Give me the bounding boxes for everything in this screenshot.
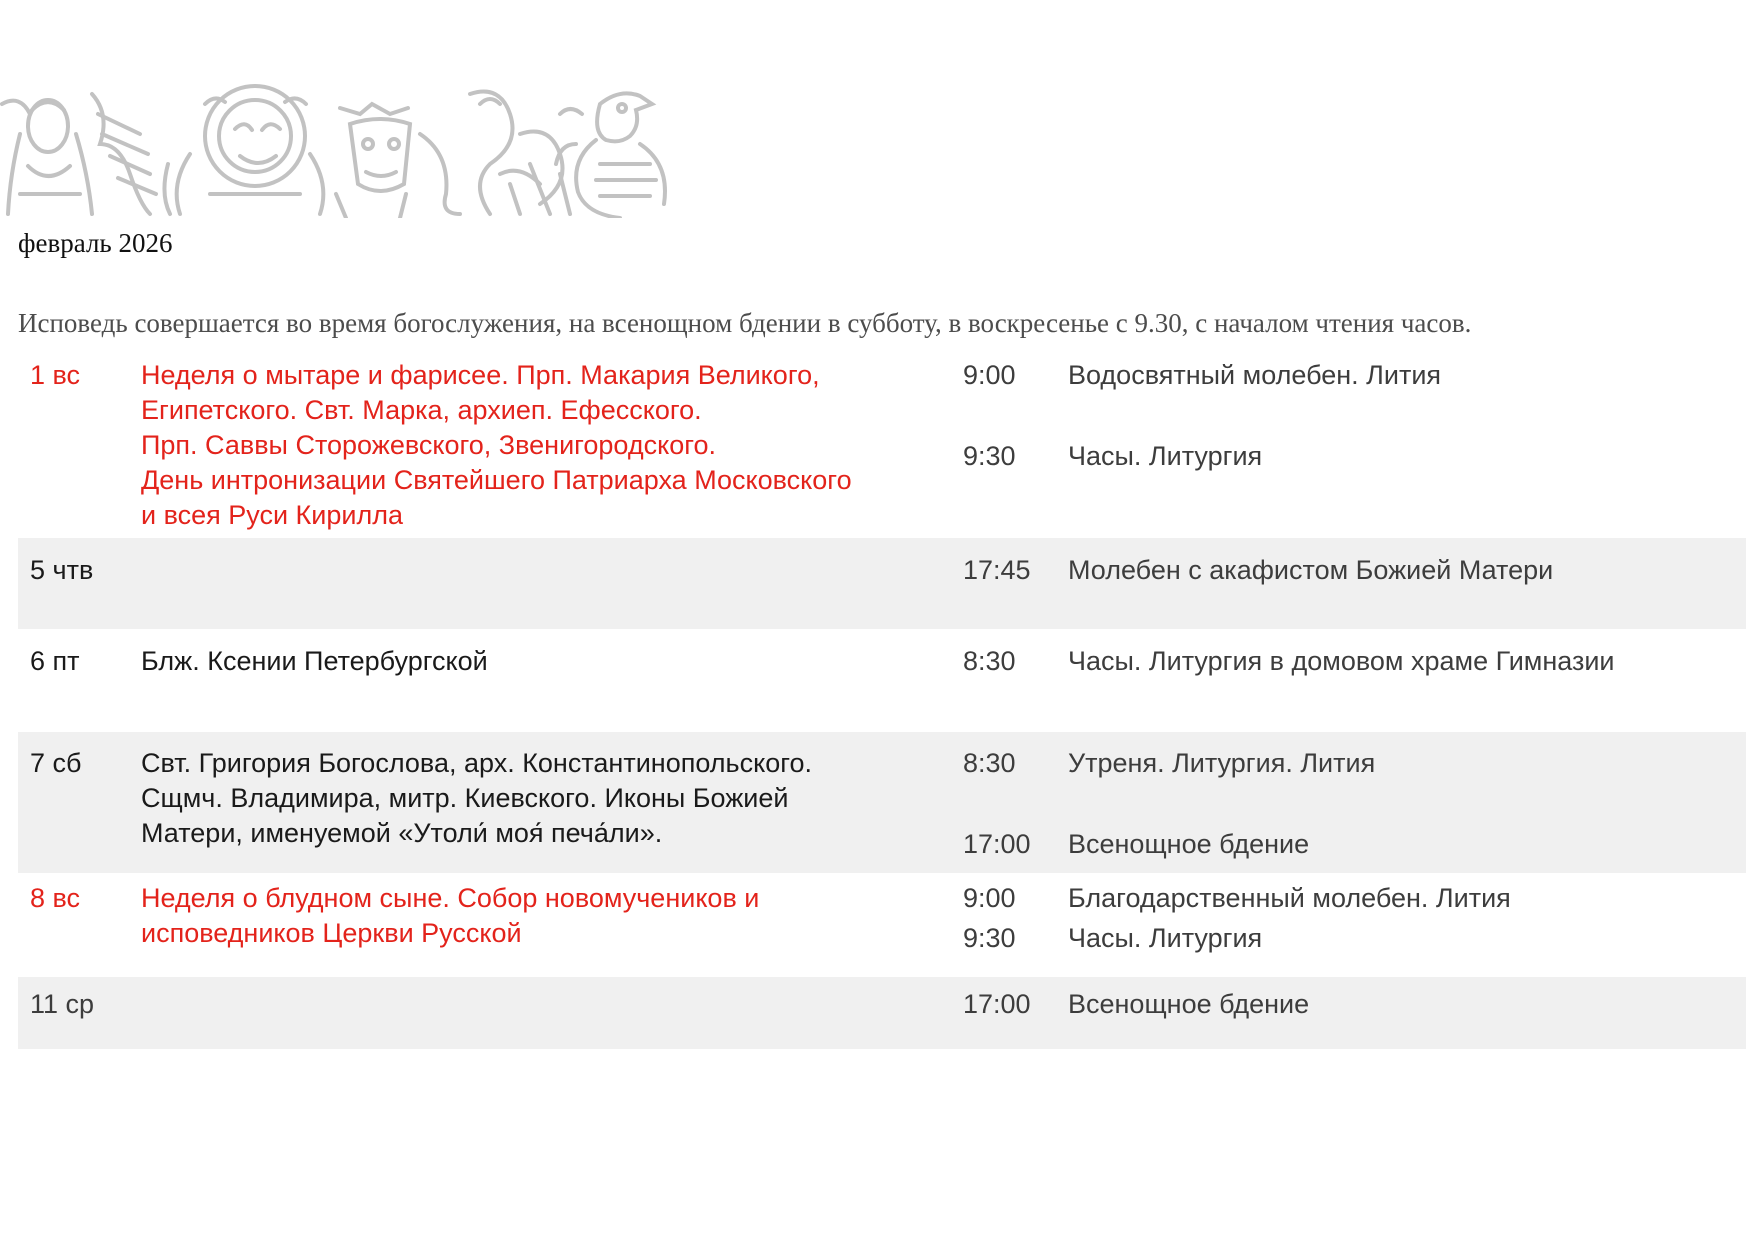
service-time: 8:30 <box>963 646 1016 676</box>
month-title: февраль 2026 <box>18 228 173 258</box>
service-time: 17:00 <box>963 829 1031 859</box>
service-name: Благодарственный молебен. Лития <box>1068 883 1511 913</box>
ornament-frieze-icon <box>0 74 676 218</box>
service-time: 9:30 <box>963 923 1016 953</box>
day-label: 8 вс <box>30 883 81 913</box>
service-time: 17:45 <box>963 555 1031 585</box>
service-time: 9:00 <box>963 360 1016 390</box>
service-time: 9:00 <box>963 883 1016 913</box>
day-label: 5 чтв <box>30 555 94 585</box>
table-row <box>18 732 1746 873</box>
day-label: 1 вс <box>30 360 81 390</box>
service-name: Всенощное бдение <box>1068 829 1310 859</box>
table-row <box>18 358 1746 538</box>
service-name: Часы. Литургия <box>1068 923 1263 953</box>
saints-text: Неделя о блудном сыне. Собор новомучеников и исповедников Церкви Русской <box>141 883 760 948</box>
table-row <box>18 629 1746 732</box>
saints-text: Свт. Григория Богослова, арх. Константинопольского. Сщмч. Владимира, митр. Киевского. Иконы Божией Матери, именуемой «Утоли́ моя́ печа́ли». <box>141 748 812 848</box>
service-time: 9:30 <box>963 441 1016 471</box>
schedule-table <box>18 358 1746 1049</box>
table-row <box>18 977 1746 1049</box>
service-time: 17:00 <box>963 989 1031 1019</box>
day-label: 7 сб <box>30 748 82 778</box>
day-label: 6 пт <box>30 646 80 676</box>
service-time: 8:30 <box>963 748 1016 778</box>
service-name: Часы. Литургия <box>1068 441 1263 471</box>
saints-text: Неделя о мытаре и фарисее. Прп. Макария Великого, Египетского. Свт. Марка, архиеп. Ефесского. Прп. Саввы Сторожевского, Звенигородского. День интронизации Святейшего Патриарха Московского и всея Руси Кирилла <box>141 360 852 530</box>
service-name: Водосвятный молебен. Лития <box>1068 360 1442 390</box>
service-name: Утреня. Литургия. Лития <box>1068 748 1376 778</box>
table-row <box>18 538 1746 629</box>
service-name: Часы. Литургия в домовом храме Гимназии <box>1068 646 1615 676</box>
table-row <box>18 873 1746 977</box>
confession-note: Исповедь совершается во время богослужения, на всенощном бдении в субботу, в воскресенье с 9.30, с началом чтения часов. <box>18 308 1472 338</box>
saints-text: Блж. Ксении Петербургской <box>141 646 488 676</box>
day-label: 11 ср <box>30 989 95 1019</box>
service-name: Всенощное бдение <box>1068 989 1310 1019</box>
service-name: Молебен с акафистом Божией Матери <box>1068 555 1554 585</box>
